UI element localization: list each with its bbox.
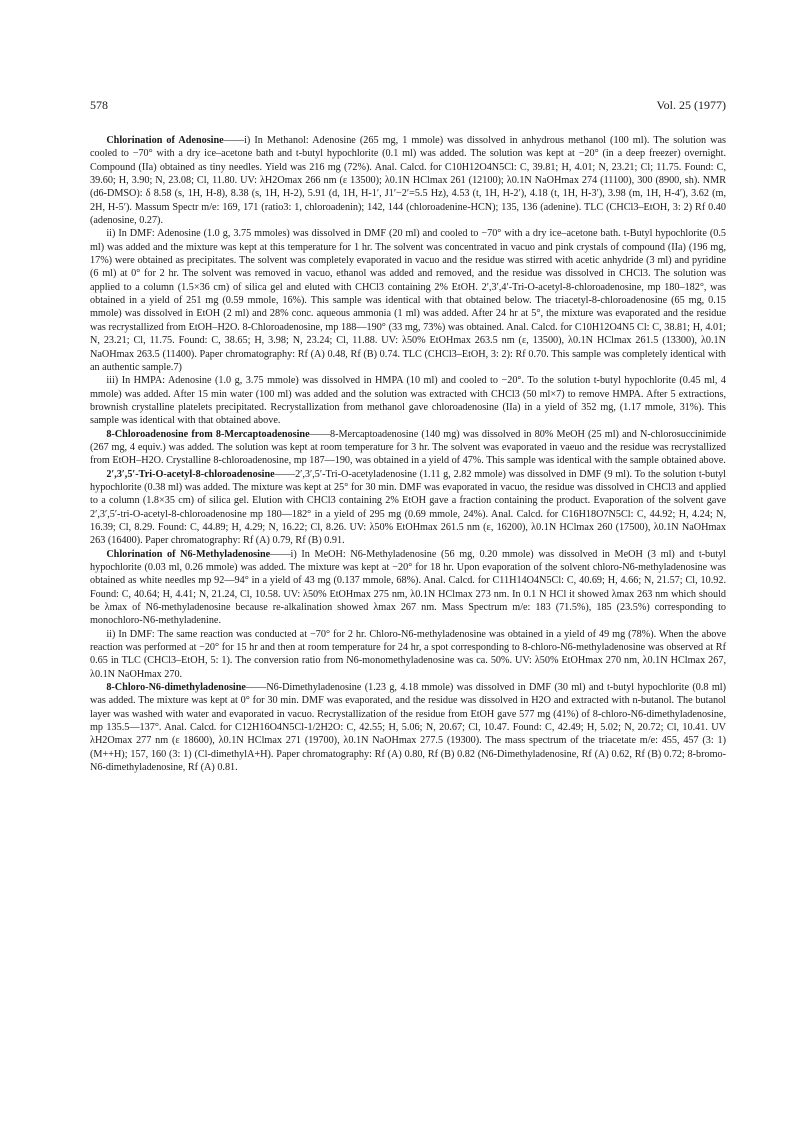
page-header xyxy=(90,98,726,114)
paragraph-text: ii) In DMF: Adenosine (1.0 g, 3.75 mmoles) was dissolved in DMF (20 ml) and cooled to −70° with a dry ice–acetone bath. t-Butyl hypochlorite (0.5 ml) was added and the mixture was kept at this temperature for 1 hr. The solvent was concentrated in vacuo and pink crystals of compound (IIa) (196 mg, 17%) were obtained as precipitates. The solvent was completely evaporated in vacuo and the residue was stirred with acetic anhydride (3 ml) and pyridine (6 ml) at 0° for 2 hr. The solvent was removed in vacuo, ethanol was added and removed, and the residue was dissolved in CHCl3. The solution was applied to a column (1.5×36 cm) of silica gel and eluted with CHCl3 containing 2% EtOH. 2′,3′,4′-Tri-O-acetyl-8-chloroadenosine, mp 180–182°, was obtained in a yield of 251 mg (0.59 mmole, 16%). This sample was identical with that obtained below. The triacetyl-8-chloroadenosine (65 mg, 0.15 mmole) was dissolved in EtOH (2 ml) and 28% conc. aqueous ammonia (1 ml) was added. After 24 hr at 5°, the mixture was evaporated and the residue was recrystallized from EtOH–H2O. 8-Chloroadenosine, mp 188—190° (33 mg, 73%) was obtained. Anal. Calcd. for C10H12O4N5 Cl: C, 38.81; H, 4.01; N, 23.21; Cl, 11.75. Found: C, 38.65; H, 3.98; N, 23.24; Cl, 11.88. UV: λ50% EtOHmax 263.5 nm (ε, 13500), λ0.1N HClmax 261.5 (13300), λ0.1N NaOHmax 263.5 (11400). Paper chromatography: Rf (A) 0.48, Rf (B) 0.74. TLC (CHCl3–EtOH, 3: 2): Rf 0.70. This sample was completely identical with an authentic sample.7) xyxy=(90,228,726,373)
paragraph-text: ——2′,3′,5′-Tri-O-acetyladenosine (1.11 g, 2.82 mmole) was dissolved in DMF (9 ml). To the solution t-butyl hypochlorite (0.38 ml) was added. The mixture was kept at 25° for 30 min. DMF was evaporated in vacuo, the residue was dissolved in CHCl3 and applied to a column (1.8×35 cm) of silica gel. Elution with CHCl3 containing 2% EtOH gave a fraction containing the product. Evaporation of the solvent gave 2′,3′,5′-tri-O-acetyl-8-chloroadenosine mp 180—182° in a yield of 295 mg (0.69 mmole, 24%). Anal. Calcd. for C16H18O7N5Cl: C, 44.92; H, 4.24; N, 16.39; Cl, 8.29. Found: C, 44.89; H, 4.29; N, 16.22; Cl, 8.26. UV: λ50% EtOHmax 261.5 nm (ε, 16200), λ0.1N HClmax 260 (17500), λ0.1N NaOHmax 263 (16400). Paper chromatography: Rf (A) 0.79, Rf (B) 0.91. xyxy=(90,468,726,547)
paragraph-text: iii) In HMPA: Adenosine (1.0 g, 3.75 mmole) was dissolved in HMPA (10 ml) and cooled to −20°. To the solution t-butyl hypochlorite (0.45 ml, 4 mmole) was added. After 15 min water (100 ml) was added and the solution was extracted with CHCl3 (50 ml×7) to remove HMPA. After 5 extractions, brownish crystalline platelets precipitated. Recrystallization from methanol gave chloroadenosine (IIa) in a yield of 352 mg, (1.17 mmole, 31%). This sample was identical with that obtained above. xyxy=(90,375,726,427)
paragraph xyxy=(90,681,726,774)
paragraph xyxy=(90,468,726,548)
article-body xyxy=(90,134,726,775)
paragraph-text: ii) In DMF: The same reaction was conducted at −70° for 2 hr. Chloro-N6-methyladenosine was obtained in a yield of 49 mg (78%). When the above reaction was performed at −20° for 15 hr and then at room temperature for 24 hr, a spot corresponding to 8-chloro-N6-methyladenosine was observed at Rf 0.65 in TLC (CHCl3–EtOH, 5: 1). The conversion ratio from N6-monomethyladenosine was ca. 50%. UV: λ50% EtOHmax 270 nm, λ0.1N HClmax 267, λ0.1N NaOHmax 270. xyxy=(90,628,726,680)
paragraph xyxy=(90,548,726,628)
paragraph xyxy=(90,134,726,227)
page-number: 578 xyxy=(90,98,108,112)
paragraph-text: ——i) In Methanol: Adenosine (265 mg, 1 mmole) was dissolved in anhydrous methanol (100 ml). The solution was cooled to −70° with a dry ice–acetone bath and t-butyl hypochlorite (0.1 ml) was added. The solution was kept at −20° (in a deep freezer) overnight. Compound (IIa) obtained as tiny needles. Yield was 216 mg (72%). Anal. Calcd. for C10H12O4N5Cl: C, 39.81; H, 4.01; N, 23.21; Cl; 11.75. Found: C, 39.60; H, 3.90; N, 23.08; Cl, 11.80. UV: λH2Omax 266 nm (ε 13500); λ0.1N HClmax 261 (12100); λ0.1N NaOHmax 274 (11100), 300 (8900, sh). NMR (d6-DMSO): δ 8.58 (s, 1H, H-8), 8.38 (s, 1H, H-2), 5.91 (d, 1H, H-1′, J1′−2′=5.5 Hz), 4.53 (t, 1H, H-2′), 4.18 (t, 1H, H-3′), 3.98 (m, 1H, H-4′), 3.62 (m, 2H, H-5′). Massum Spectr m/e: 169, 171 (ratio3: 1, chloroadenin); 142, 144 (chloroadenine-HCN); 135, 136 (adenine). TLC (CHCl3–EtOH, 3: 2) Rf 0.40 (adenosine, 0.27). xyxy=(90,135,726,227)
paragraph-text: ——8-Mercaptoadenosine (140 mg) was dissolved in 80% MeOH (25 ml) and N-chlorosuccinimide (267 mg, 4 equiv.) was added. The solution was kept at room temperature for 3 hr. The solvent was evaporated in vaeuo and the residue was recrystallized from EtOH–H2O. Crystalline 8-chloroadenosine, mp 187—190, was obtained in a yield of 47%. This sample was identical with the sample obtained above. xyxy=(90,428,726,467)
paragraph-text: ——i) In MeOH: N6-Methyladenosine (56 mg, 0.20 mmole) was dissolved in MeOH (3 ml) and t-butyl hypochlorite (0.03 ml, 0.26 mmole) was added. The mixture was kept at −20° for 18 hr. Upon evaporation of the solvent chloro-N6-methyladenosine was obtained as white needles mp 92—94° in a yield of 43 mg (0.137 mmole, 68%). Anal. Calcd. for C11H14O4N5Cl: C, 40.69; H, 4.66; N, 21.57; Cl, 10.92. Found: C, 40.64; H, 4.41; N, 21.24, Cl, 10.58. UV: λ50% EtOHmax 275 nm, λ0.1N HClmax 273 nm. In 0.1 N HCl it showed λmax 263 nm which should be λmax of N6-methyladenosine because re-alkalination showed λmax 267 nm. Mass Spectrum m/e: 183 (71.5%), 185 (23.5%) corresponding to monochloro-N6-methyladenine. xyxy=(90,548,727,627)
paragraph xyxy=(90,374,726,427)
paragraph xyxy=(90,628,726,681)
section-heading: Chlorination of Adenosine xyxy=(106,135,224,146)
paragraph-text: ——N6-Dimethyladenosine (1.23 g, 4.18 mmole) was dissolved in DMF (30 ml) and t-butyl hypochlorite (0.8 ml) was added. The mixture was kept at 0° for 30 min. DMF was evaporated, and the residue was dissolved in H2O and extracted with n-butanol. The butanol layer was washed with water and evaporated in vacuo. Recrystallization of the residue from EtOH gave 577 mg (41%) of 8-chloro-N6-dimethyladenosine, mp 135.5—137°. Anal. Calcd. for C12H16O4N5Cl-1/2H2O: C, 42.55; H, 5.06; N, 20.67; Cl, 10.47. Found: C, 42.49; H, 5.02; N, 20.72; Cl, 10.41. UV λH2Omax 277 nm (ε 18600), λ0.1N HClmax 271 (19700), λ0.1N NaOHmax 277.5 (19300). The mass spectrum of the triacetate m/e: 455, 457 (3: 1) (M++H); 157, 160 (3: 1) (Cl-dimethylA+H). Paper chromatography: Rf (A) 0.80, Rf (B) 0.82 (N6-Dimethyladenosine, Rf (A) 0.62, Rf (B) 0.72; 8-bromo-N6-dimethyladenosine, Rf (A) 0.81. xyxy=(90,682,726,774)
paragraph xyxy=(90,428,726,468)
paragraph xyxy=(90,227,726,374)
section-heading: 8-Chloro-N6-dimethyladenosine xyxy=(106,682,246,694)
section-heading: 2′,3′,5′-Tri-O-acetyl-8-chloroadenosine xyxy=(106,468,275,480)
section-heading: 8-Chloroadenosine from 8-Mercaptoadenosine xyxy=(106,428,310,440)
section-heading: Chlorination of N6-Methyladenosine xyxy=(106,548,271,560)
volume-label: Vol. 25 (1977) xyxy=(656,98,726,112)
